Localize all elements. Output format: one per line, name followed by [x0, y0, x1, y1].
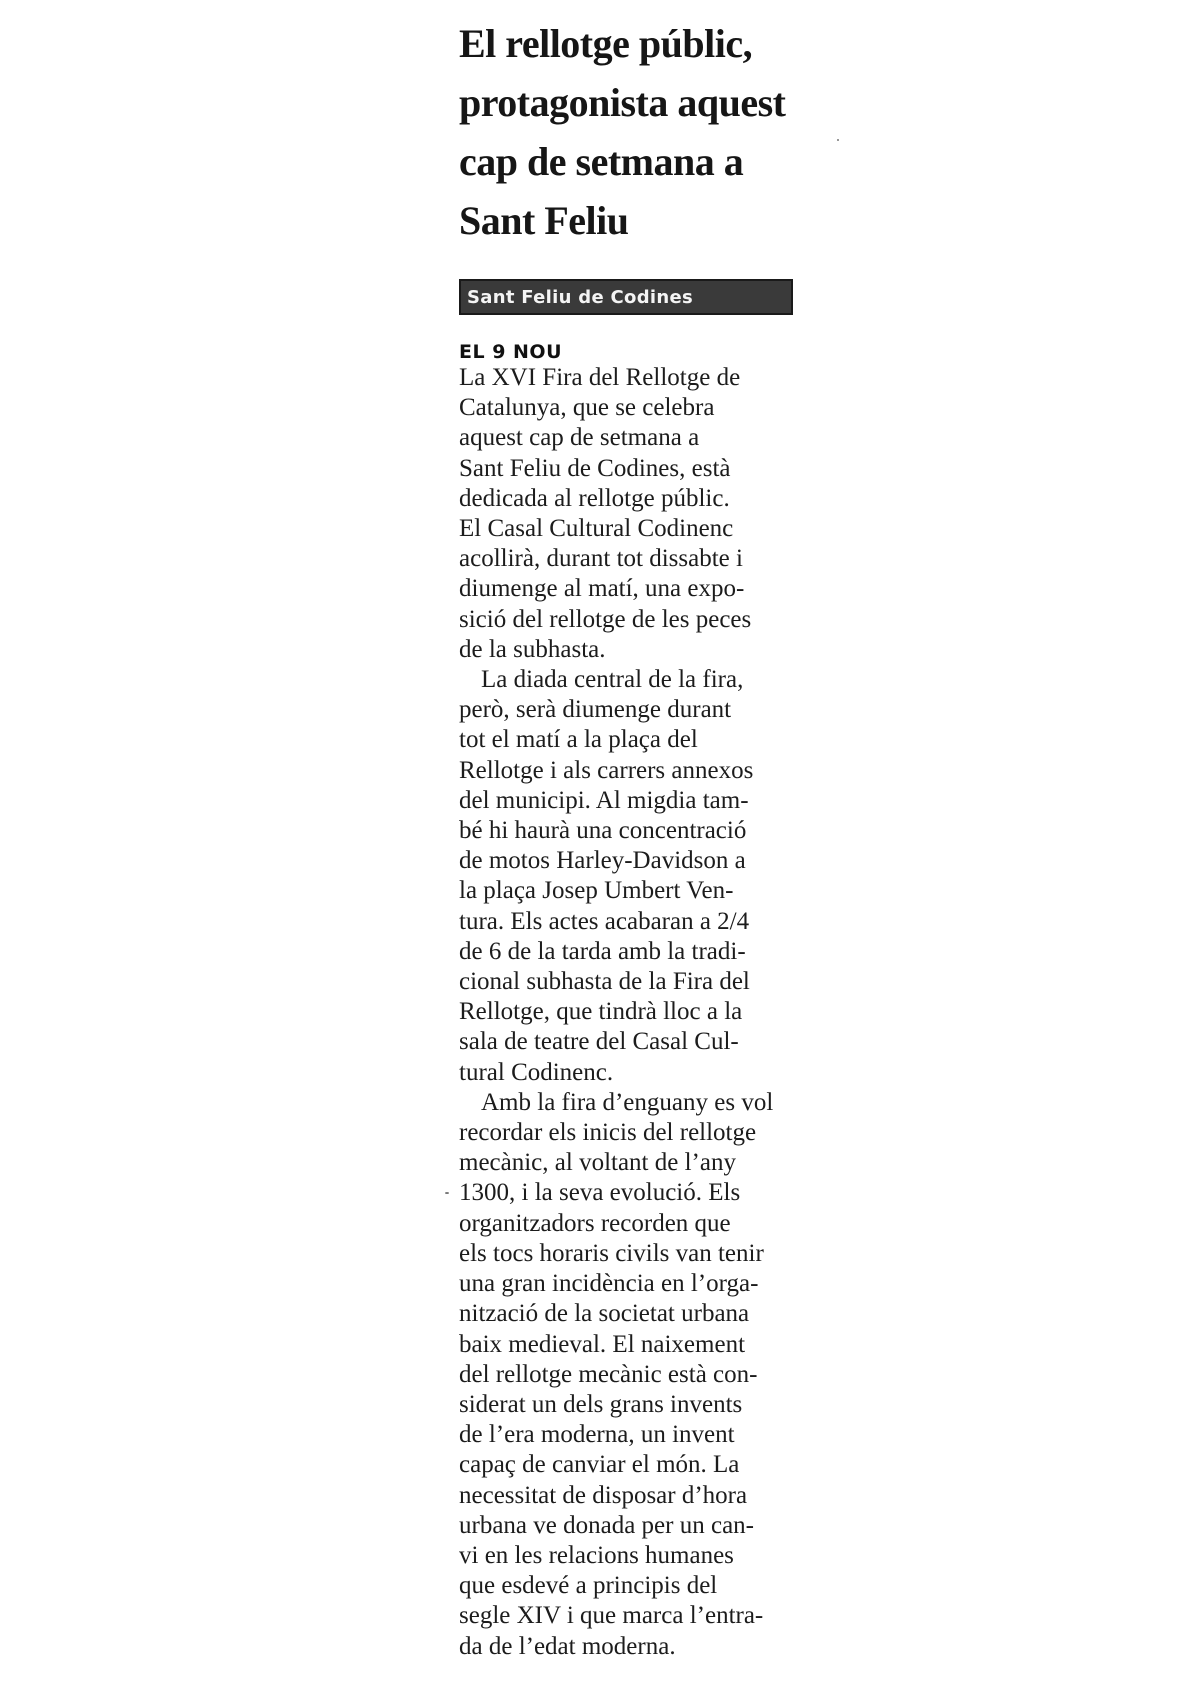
paragraph-line: cional subhasta de la Fira del: [459, 968, 750, 996]
paragraph-line: El Casal Cultural Codinenc: [459, 515, 734, 543]
paragraph-line: 1300, i la seva evolució. Els: [459, 1179, 741, 1207]
paragraph-line: aquest cap de setmana a: [459, 424, 700, 452]
paragraph-line: da de l’edat moderna.: [459, 1632, 676, 1660]
paragraph-line: sala de teatre del Casal Cul-: [459, 1028, 739, 1056]
paragraph-line: recordar els inicis del rellotge: [459, 1119, 757, 1147]
paragraph-line: Catalunya, que se celebra: [459, 394, 715, 422]
paragraph-line: capaç de canviar el món. La: [459, 1451, 740, 1479]
headline-line: protagonista aquest: [459, 80, 786, 125]
paragraph-line: vi en les relacions humanes: [459, 1541, 734, 1569]
news-clipping: [459, 14, 799, 1662]
paragraph-line: Rellotge, que tindrà lloc a la: [459, 998, 743, 1026]
paragraph-line: sició del rellotge de les peces: [459, 605, 752, 633]
paragraph-line: del municipi. Al migdia tam-: [459, 786, 749, 814]
paragraph-line: baix medieval. El naixement: [459, 1330, 746, 1358]
paragraph-line: segle XIV i que marca l’entra-: [459, 1602, 764, 1630]
paragraph-line: La XVI Fira del Rellotge de: [459, 364, 741, 391]
paragraph-line: però, serà diumenge durant: [459, 696, 732, 724]
paragraph-line: del rellotge mecànic està con-: [459, 1360, 758, 1388]
paragraph-line: tot el matí a la plaça del: [459, 726, 698, 754]
paragraph-line: que esdevé a principis del: [459, 1572, 718, 1600]
paragraph-line: de motos Harley-Davidson a: [459, 847, 746, 875]
paragraph-line: de la subhasta.: [459, 635, 606, 663]
paragraph-line: els tocs horaris civils van tenir: [459, 1239, 764, 1267]
section-label-bar: [459, 279, 793, 315]
section-label: Sant Feliu de Codines: [467, 286, 694, 308]
byline: EL 9 NOU: [459, 341, 563, 363]
paragraph-line: La diada central de la fira,: [481, 666, 744, 694]
paragraph-line: tural Codinenc.: [459, 1058, 614, 1086]
paragraph-line: Sant Feliu de Codines, està: [459, 454, 731, 482]
paragraph-line: una gran incidència en l’orga-: [459, 1270, 759, 1298]
paragraph-line: dedicada al rellotge públic.: [459, 484, 730, 512]
paragraph-line: mecànic, al voltant de l’any: [459, 1149, 736, 1177]
paragraph-line: necessitat de disposar d’hora: [459, 1481, 748, 1509]
paragraph-line: de 6 de la tarda amb la tradi-: [459, 937, 746, 965]
paragraph-line: diumenge al matí, una expo-: [459, 575, 745, 603]
headline: [459, 14, 799, 250]
paragraph-line: de l’era moderna, un invent: [459, 1421, 735, 1449]
article-paragraph: [459, 363, 799, 665]
paragraph-line: bé hi haurà una concentració: [459, 817, 747, 845]
paragraph-line: Rellotge i als carrers annexos: [459, 756, 754, 784]
paragraph-line: acollirà, durant tot dissabte i: [459, 545, 743, 573]
scan-speck: [445, 1192, 449, 1194]
headline-line: El rellotge públic,: [459, 21, 753, 66]
article-paragraph: [459, 665, 799, 1088]
paragraph-line: nització de la societat urbana: [459, 1300, 750, 1328]
article-body: [459, 363, 799, 1662]
paragraph-line: Amb la fira d’enguany es vol: [481, 1088, 774, 1116]
paragraph-line: tura. Els actes acabaran a 2/4: [459, 907, 750, 935]
headline-line: Sant Feliu: [459, 198, 629, 243]
paragraph-line: siderat un dels grans invents: [459, 1390, 743, 1418]
paragraph-line: organitzadors recorden que: [459, 1209, 731, 1237]
article-paragraph: [459, 1088, 799, 1662]
paragraph-line: la plaça Josep Umbert Ven-: [459, 877, 734, 905]
scan-speck: [837, 139, 839, 141]
paragraph-line: urbana ve donada per un can-: [459, 1511, 754, 1539]
headline-line: cap de setmana a: [459, 139, 744, 184]
